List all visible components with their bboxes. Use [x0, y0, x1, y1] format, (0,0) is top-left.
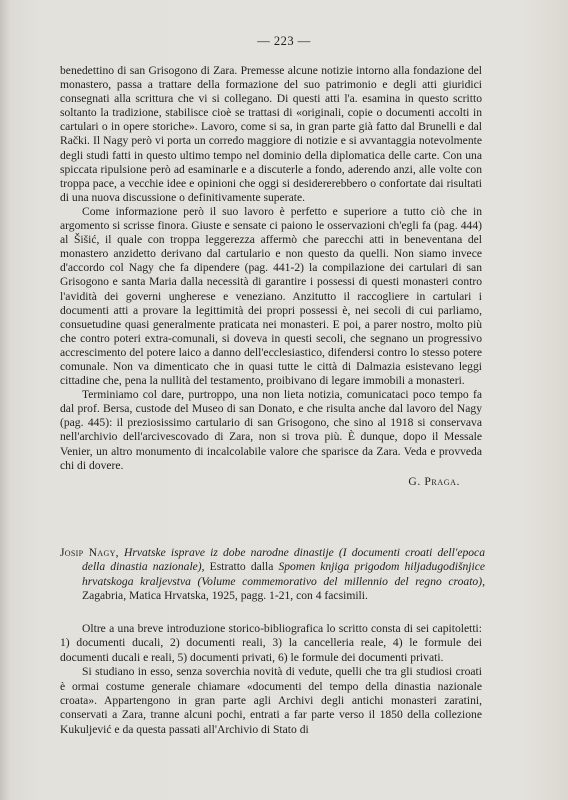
review-praga [60, 64, 482, 489]
citation-title: Hrvatske isprave iz dobe narodne dinastije (I documenti croati dell'epoca della dinastia nazionale), [82, 546, 485, 574]
paragraph: Oltre a una breve introduzione storico-bibliografica lo scritto consta di sei capitoletti: 1) documenti ducali, 2) documenti reali, 3) la cancelleria reale, 4) le formule dei documenti ducali e reali, 5) documenti privati, 6) le formule dei documenti privati. [60, 622, 482, 664]
citation-volume-title: Spomen knjiga prigodom hiljadugodišnjice hrvatskoga kraljevstva (Volume commemorativo del millennio del regno croato), [82, 560, 486, 588]
paragraph: Terminiamo col dare, purtroppo, una non lieta notizia, comunicataci poco tempo fa dal prof. Bersa, custode del Museo di san Donato, e che risulta anche dal lavoro del Nagy (pag. 445): il preziosissimo cartulario di san Grisogono, che sino al 1918 si conservava nell'archivio dell'arcivescovado di Zara, non si trova più. È dunque, dopo il Messale Venier, un altro monumento di incalcolabile valore che sparisce da Zara. Veda e provveda chi di dovere. [60, 388, 482, 472]
review-nagy [60, 622, 482, 737]
review-signature [60, 475, 460, 489]
paragraph: Come informazione però il suo lavoro è perfetto e superiore a tutto ciò che in argomento si scrisse finora. Giuste e sensate ci paiono le osservazioni ch'egli fa (pag. 444) al Šišić, il quale con troppa leggerezza affermò che parecchi atti in beneventana del monastero anzidetto derivano dal cartulario e non questo da quelli. Non siamo invece d'accordo col Nagy che fa dipendere (pag. 441-2) la compilazione dei cartulari di san Grisogono e santa Maria dalla necessità di garantire i possessi di questi monasteri contro l'avidità dei governi ungherese e veneziano. Anzitutto il raccogliere in cartulari i documenti atti a provare la legittimità dei propri possessi è, nei secoli di cui parliamo, consuetudine quasi generalmente praticata nei monasteri. E poi, a parer nostro, molto più che contro poteri extra-comunali, si doveva in questi secoli, che segnano un progressivo accrescimento del potere laico a danno dell'ecclesiastico, difendersi contro lo stesso potere comunale. Non va dimenticato che in quasi tutte le città di Dalmazia esistevano leggi cittadine che, pena la nullità del testamento, proibivano di legare immobili a monasteri. [60, 204, 482, 388]
paragraph: benedettino di san Grisogono di Zara. Premesse alcune notizie intorno alla fondazione del monastero, passa a trattare della formazione del suo patrimonio e degli atti giuridici consegnati alla scrittura che vi si collegano. Di questi atti l'a. esamina in questo scritto soltanto la tradizione, stabilisce cioè se trattasi di «originali, copie o documenti accolti in cartulari o in opere storiche». Lavoro, come si sa, in gran parte già fatto dal Brunelli e dal Rački. Il Nagy però vi porta un corredo maggiore di notizie e si avvantaggia notevolmente degli studi fatti in questo ultimo tempo nel dominio della diplomatica delle carte. Con una spiccata ripulsione però ad esaminarle e a discuterle a fondo, aderendo anzi, alle volte con troppa pace, a vecchie idee e opinioni che oggi si desidererebbero o confortate dai risultati di una nuova discussione o definitivamente superate. [60, 64, 482, 204]
page-number: — 223 — [257, 34, 311, 48]
bibliographic-citation [60, 546, 485, 604]
citation-author: Josip Nagy, [60, 546, 119, 559]
paragraph: Si studiano in esso, senza soverchia novità di vedute, quelli che tra gli studiosi croati è ormai costume generale chiamare «documenti del tempo della dinastia nazionale croata». Appartengono in gran parte agli Archivi degli antichi monasteri zaratini, conservati a Zara, tranne alcuni pochi, entrati a far parte verso il 1850 della collezione Kukuljević e da questa passati all'Archivio di Stato di [60, 665, 482, 736]
citation-publication: Zagabria, Matica Hrvatska, 1925, pagg. 1-21, con 4 facsimili. [82, 589, 368, 603]
citation-middle: Estratto dalla [204, 560, 279, 574]
signature-text: G. Praga. [408, 474, 460, 488]
